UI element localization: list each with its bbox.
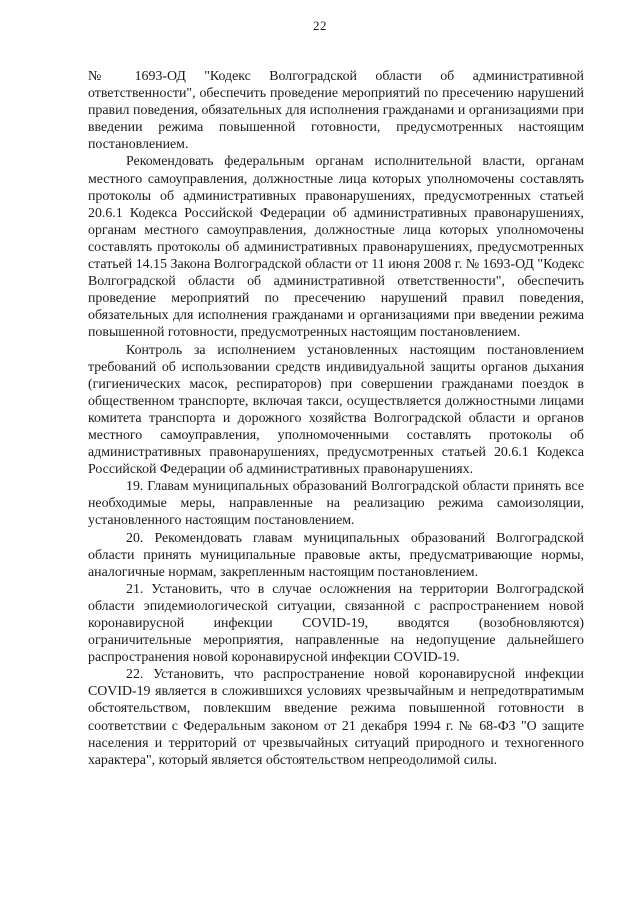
paragraph-continuation: № 1693-ОД "Кодекс Волгоградской области об административной ответственности", обеспечить проведение мероприятий по пресечению нарушений правил поведения, обязательных для исполнения гражданами и организациями при введении режима повышенной готовности, предусмотренных настоящим постановлением. <box>88 69 584 153</box>
page-number: 22 <box>313 18 327 33</box>
paragraph-federal-bodies: Рекомендовать федеральным органам исполнительной власти, органам местного самоуправления, должностные лица которых уполномочены составлять протоколы об административных правонарушениях, предусмотренных статьей 20.6.1 Кодекса Российской Федерации об административных правонарушениях, органам местного самоуправления, должностные лица которых уполномочены составлять протоколы об административных правонарушениях, предусмотренных статьей 14.15 Закона Волгоградской области от 11 июня 2008 г. № 1693-ОД "Кодекс Волгоградской области об административной ответственности", обеспечить проведение мероприятий по пресечению нарушений правил поведения, обязательных для исполнения гражданами и организациями при введении режима повышенной готовности, предусмотренных настоящим постановлением. <box>88 154 584 341</box>
paragraph-item-20: 20. Рекомендовать главам муниципальных образований Волгоградской области принять муниципальные правовые акты, предусматривающие нормы, аналогичные нормам, закрепленным настоящим постановлением. <box>88 530 584 580</box>
paragraph-item-21: 21. Установить, что в случае осложнения на территории Волгоградской области эпидемиологической ситуации, связанной с распространением новой коронавирусной инфекции COVID-19, вводятся (возобновляются) ограничительные мероприятия, направленные на недопущение дальнейшего распространения новой коронавирусной инфекции COVID-19. <box>88 581 584 666</box>
paragraph-item-19: 19. Главам муниципальных образований Волгоградской области принять все необходимые меры, направленные на реализацию режима самоизоляции, установленного настоящим постановлением. <box>88 479 584 529</box>
paragraph-transport-control: Контроль за исполнением установленных настоящим постановлением требований об использовании средств индивидуальной защиты органов дыхания (гигиенических масок, респираторов) при совершении гражданами поездок в общественном транспорте, включая такси, осуществляется должностными лицами комитета транспорта и дорожного хозяйства Волгоградской области и органов местного самоуправления, уполномоченными составлять протоколы об административных правонарушениях, предусмотренных статьей 20.6.1 Кодекса Российской Федерации об административных правонарушениях. <box>88 342 584 478</box>
paragraph-item-22: 22. Установить, что распространение новой коронавирусной инфекции COVID-19 является в сложившихся условиях чрезвычайным и непредотвратимым обстоятельством, повлекшим введение режима повышенной готовности в соответствии с Федеральным законом от 21 декабря 1994 г. № 68-ФЗ "О защите населения и территорий от чрезвычайных ситуаций природного и техногенного характера", который является обстоятельством непреодолимой силы. <box>88 667 584 768</box>
document-body <box>88 68 584 769</box>
